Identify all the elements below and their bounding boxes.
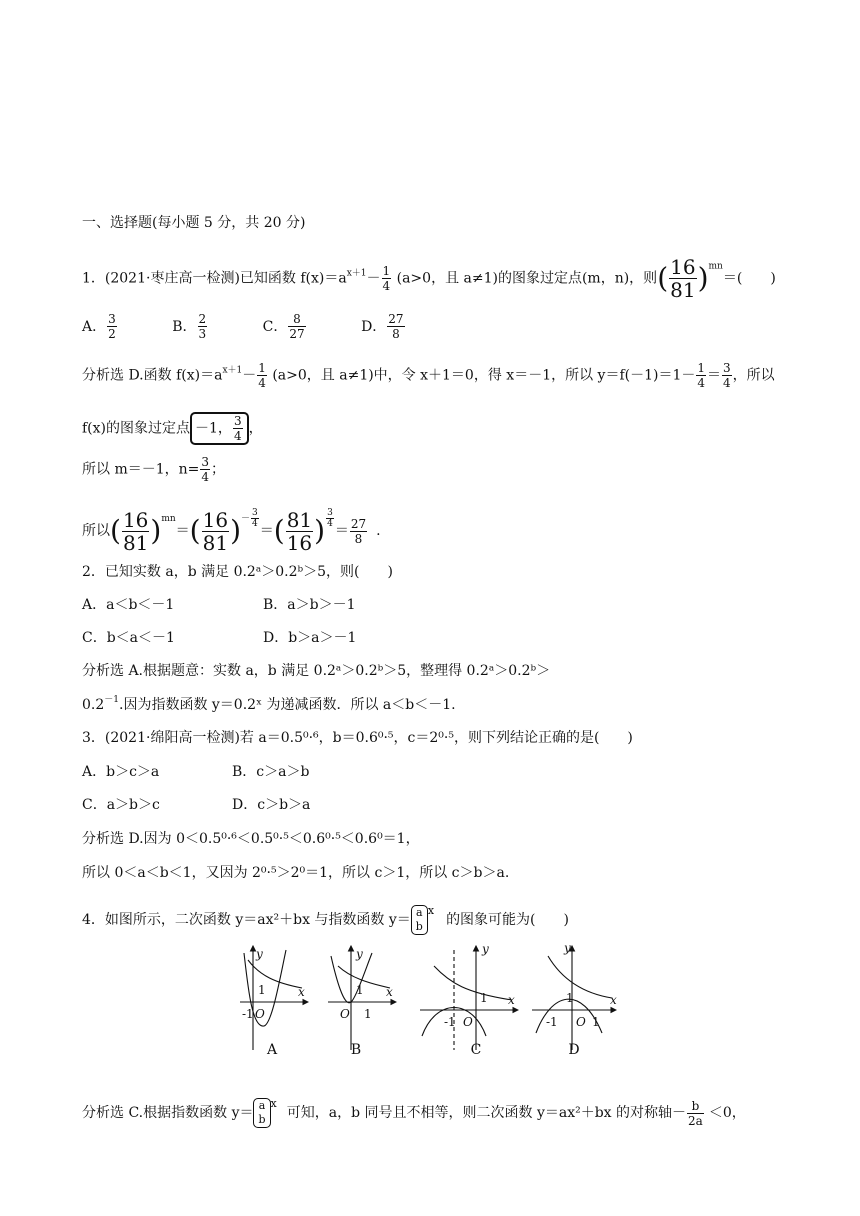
svg-text:1: 1 — [356, 983, 364, 997]
q2-option-b[interactable]: B．a＞b＞－1 — [263, 597, 356, 613]
svg-text:-1: -1 — [242, 1007, 254, 1021]
q2-option-d[interactable]: D．b＞a＞－1 — [263, 630, 357, 646]
q1-analysis-line-3: 所以 m＝－1，n= $\frac{3}{4}$ ； — [82, 455, 226, 484]
svg-text:1: 1 — [480, 991, 488, 1005]
question-1-options — [82, 312, 406, 341]
svg-text:x: x — [508, 993, 515, 1007]
svg-text:O: O — [463, 1015, 473, 1029]
svg-text:1: 1 — [592, 1015, 600, 1029]
q1-analysis-line-2: f(x)的图象过定点 －1， $\frac{3}{4}$ ， — [82, 414, 263, 443]
q3-option-b[interactable]: B．c＞a＞b — [232, 764, 310, 780]
q3-option-d[interactable]: D．c＞b＞a — [232, 797, 311, 813]
question-4-stem: 4．如图所示，二次函数 y＝ax²＋bx 与指数函数 y＝ a b $^x$的图象可能为( ) — [82, 904, 569, 933]
question-1-stem: 1．(2021·枣庄高一检测)已知函数 $f(x)=a^{x+1}-$ $\frac{1}{4}$ (a>0，且 a≠1)的图象过定点(m，n)，则( $\frac{16}{81}$ )$^{mn}$＝( ) — [82, 255, 776, 302]
option-d[interactable]: D． $\frac{27}{8}$ — [361, 312, 404, 341]
svg-text:1: 1 — [566, 991, 574, 1005]
q4-graphs — [236, 938, 626, 1060]
q3-analysis-line-2: 所以 0＜a＜b＜1，又因为 2⁰·⁵＞2⁰＝1，所以 c＞1，所以 c＞b＞a. — [82, 865, 510, 881]
q2-analysis-line-2: $0.2^{-1}$.因为指数函数 y＝0.2ˣ 为递减函数．所以 a＜b＜－1. — [82, 695, 456, 713]
svg-text:1: 1 — [258, 983, 266, 997]
graph-label-c: C — [470, 1042, 482, 1058]
svg-text:y: y — [482, 942, 489, 956]
svg-text:-1: -1 — [546, 1015, 558, 1029]
option-b[interactable]: B． $\frac{2}{3}$ — [172, 312, 207, 341]
graph-label-a: A — [266, 1042, 278, 1058]
q4-analysis-line-1: 分析选 C.根据指数函数 y＝ a b $^x$可知，a，b 同号且不相等，则二次函数 y＝ax²＋bx 的对称轴－ $\frac{b}{2a}$ ＜0， — [82, 1097, 746, 1128]
svg-text:x: x — [610, 993, 617, 1007]
question-3-stem: 3．(2021·绵阳高一检测)若 a＝0.5⁰·⁶，b＝0.6⁰·⁵，c＝2⁰·⁵，则下列结论正确的是( ) — [82, 730, 633, 746]
svg-text:x: x — [386, 985, 393, 999]
graph-d[interactable] — [532, 946, 616, 1050]
svg-text:O: O — [340, 1007, 350, 1021]
q3-analysis-line-1: 分析选 D.因为 0＜0.5⁰·⁶＜0.5⁰·⁵＜0.6⁰·⁵＜0.6⁰＝1， — [82, 831, 420, 847]
q2-option-c[interactable]: C．b＜a＜－1 — [82, 630, 175, 646]
section-title: 一、选择题(每小题 5 分，共 20 分) — [82, 215, 306, 231]
graph-c[interactable] — [420, 946, 518, 1050]
q2-analysis-line-1: 分析选 A.根据题意：实数 a，b 满足 0.2ᵃ＞0.2ᵇ＞5，整理得 0.2ᵃ＞0.2ᵇ＞ — [82, 663, 551, 679]
svg-text:x: x — [298, 985, 305, 999]
svg-text:O: O — [576, 1015, 586, 1029]
q1-analysis-line-4: 所以( $\frac{16}{81}$ )$^{mn}$＝( $\frac{16}{81}$ )$^{- \frac{3}{4}}$ ＝( $\frac{81}{16}$ ) $^{\frac{3}{4}}$ ＝ $\frac{27}{8}$ . — [82, 507, 381, 555]
svg-text:y: y — [564, 941, 571, 955]
svg-text:1: 1 — [364, 1007, 372, 1021]
graph-label-b: B — [350, 1042, 362, 1058]
graph-label-d: D — [568, 1042, 580, 1058]
q2-option-a[interactable]: A．a＜b＜－1 — [82, 597, 175, 613]
svg-text:y: y — [256, 947, 263, 961]
q3-option-c[interactable]: C．a＞b＞c — [82, 797, 160, 813]
option-c[interactable]: C． $\frac{8}{27}$ — [262, 312, 305, 341]
svg-text:O: O — [255, 1007, 265, 1021]
svg-text:y: y — [356, 947, 363, 961]
q1-analysis-line-1: 分析选 D.函数 $f(x)=a^{x+1}-$ $\frac{1}{4}$ (a>0，且 a≠1)中，令 x＋1＝0，得 x＝－1，所以 y＝f(－1)＝1－ $\frac{1}{4}$ ＝ $\frac{3}{4}$ ，所以 — [82, 361, 775, 390]
option-a[interactable]: A． $\frac{3}{2}$ — [82, 312, 116, 341]
question-2-stem: 2．已知实数 a，b 满足 0.2ᵃ＞0.2ᵇ＞5，则( ) — [82, 564, 393, 580]
q3-option-a[interactable]: A．b＞c＞a — [82, 764, 160, 780]
svg-text:-1: -1 — [444, 1015, 456, 1029]
